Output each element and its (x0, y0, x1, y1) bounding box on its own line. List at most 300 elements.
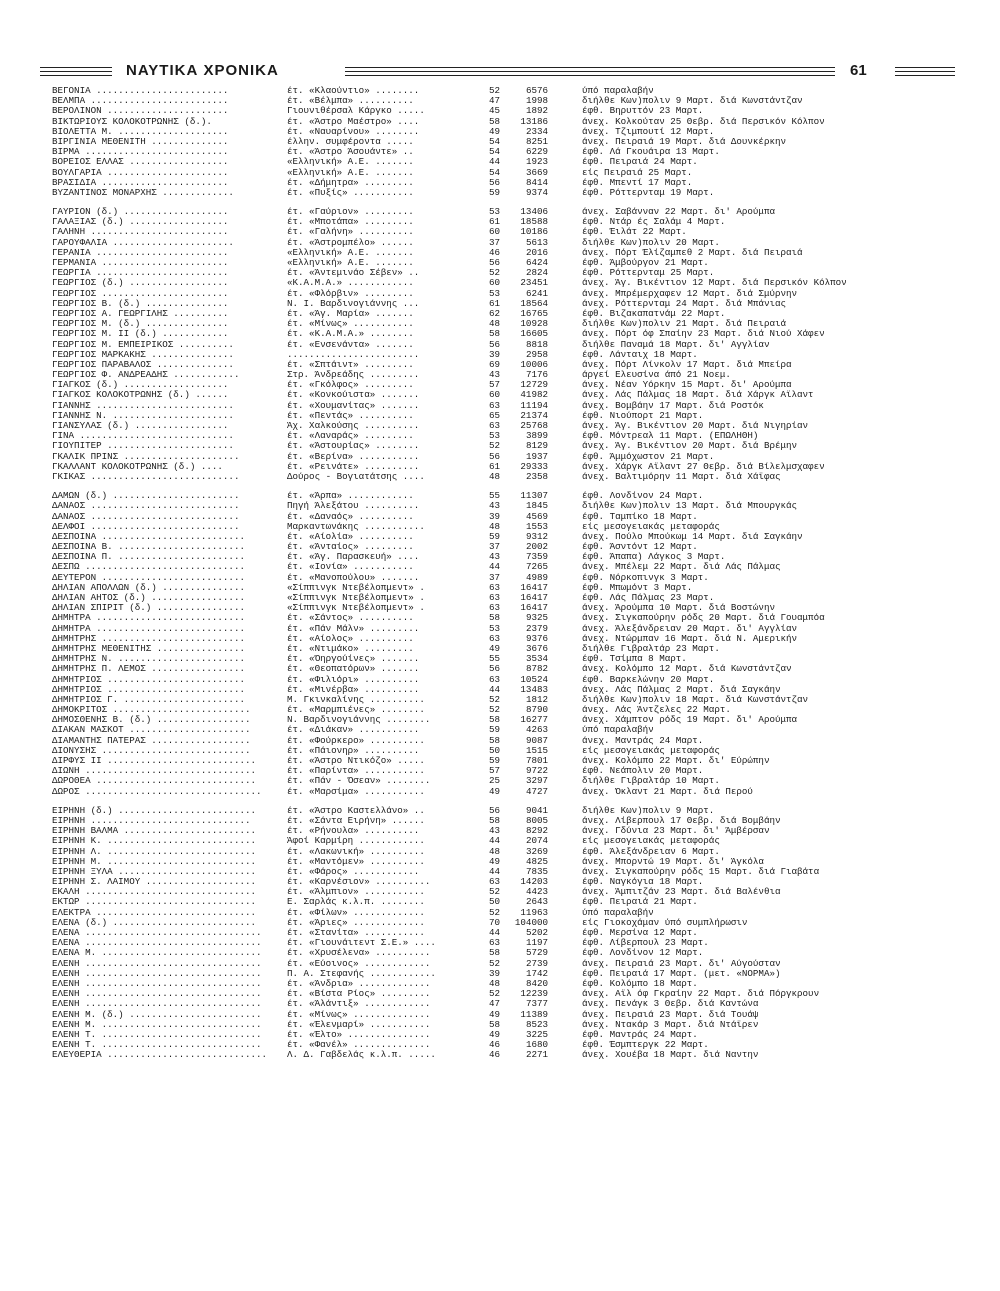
voyage-status: ύπό παραλαβήν (582, 725, 654, 736)
ship-letter-group (52, 86, 952, 198)
registered-owner: έτ. «Ρήνουλα» .......... (287, 826, 420, 837)
voyage-status: έφθ. Λάς Πάλμας 23 Μαρτ. (582, 593, 715, 603)
voyage-status: άνεχ. Άγ. Βικέντιον 20 Μαρτ. διά Βρέμην (582, 441, 798, 452)
ship-name: ΕΛΕΝΗ ................................ (52, 968, 262, 979)
ship-name: ΔΕΥΤΕΡΟΝ .......................... (52, 572, 245, 583)
ship-name: ΕΙΡΗΝΗ Κ. ........................... (52, 836, 256, 847)
gross-tonnage: 1812 (525, 694, 548, 705)
gross-tonnage: 6424 (525, 258, 548, 268)
ship-row (52, 593, 952, 603)
gross-tonnage: 8251 (525, 136, 548, 147)
build-year: 58 (488, 715, 500, 726)
ship-name: ΔΙΩΝΗ ............................... (52, 766, 256, 777)
build-year: 58 (488, 735, 500, 746)
ship-name: ΔΗΛΙΑΝ ΑΗΤΟΣ (δ.) ................. (52, 593, 245, 603)
build-year: 49 (488, 856, 500, 867)
ship-row (52, 897, 952, 907)
ship-name: ΓΕΩΡΓΙΟΣ Α. ΓΕΩΡΓΙΛΗΣ .......... (52, 308, 229, 319)
build-year: 53 (488, 431, 500, 442)
gross-tonnage: 3676 (525, 643, 548, 654)
voyage-status: άνεχ. Ντώρμπαν 16 Μαρτ. διά Ν. Αμερικήν (582, 633, 798, 644)
voyage-status: άνεχ. Μπορντώ 19 Μαρτ. δι' Άγκόλα (582, 856, 764, 867)
registered-owner: «Κ.Α.Μ.Α.» ............ (287, 278, 414, 289)
build-year: 50 (488, 897, 500, 908)
build-year: 46 (488, 1050, 500, 1061)
registered-owner: έτ. «Άστουρίας» ........ (287, 441, 420, 452)
gross-tonnage: 9376 (525, 633, 548, 644)
registered-owner: Άφοί Καρμίρη ............ (287, 836, 425, 847)
ship-name: ΔΑΝΑΟΣ ........................... (52, 511, 240, 522)
gross-tonnage: 11194 (520, 400, 548, 411)
ship-row (52, 806, 952, 816)
voyage-status: άνεχ. Πόρτ Λίνκολν 17 Μαρτ. διά Μπείρα (582, 359, 792, 370)
voyage-status: έφθ. Λά Γκουάιρα 13 Μαρτ. (582, 147, 720, 158)
ship-row (52, 746, 952, 756)
registered-owner: έτ. «Πεντάς» .......... (287, 410, 414, 421)
voyage-status: άνεχ. Γδύνια 23 Μαρτ. δι' Άμβέρσαν (582, 826, 770, 837)
ship-row (52, 472, 952, 482)
registered-owner: έτ. «Άριες» ............. (287, 917, 425, 928)
build-year: 63 (488, 582, 500, 593)
ship-row (52, 117, 952, 127)
ship-name: ΓΙΑΝΣΥΛΑΣ (δ.) ................. (52, 421, 229, 431)
voyage-status: άνεχ. Λάς Πάλμας 18 Μαρτ. διά Χάργκ Αϊλαντ (582, 390, 814, 401)
ship-name: ΓΕΩΡΓΙΟΣ ....................... (52, 288, 229, 299)
ship-row (52, 350, 952, 360)
build-year: 58 (488, 815, 500, 826)
voyage-status: έφθ. Βιζακαπατνάμ 22 Μαρτ. (582, 308, 726, 319)
ship-name: ΒΟΡΕΙΟΣ ΕΛΛΑΣ .................. (52, 157, 229, 168)
gross-tonnage: 13186 (520, 116, 548, 127)
ship-row (52, 401, 952, 411)
ship-name: ΕΙΡΗΝΗ ΒΑΛΜΑ ........................ (52, 826, 256, 837)
gross-tonnage: 2643 (525, 897, 548, 908)
build-year: 49 (488, 1009, 500, 1020)
build-year: 58 (488, 1019, 500, 1030)
voyage-status: έφθ. Μπεντί 17 Μαρτ. (582, 177, 693, 188)
ship-row (52, 562, 952, 572)
ship-name: ΕΚΑΛΗ ............................... (52, 887, 256, 898)
gross-tonnage: 41982 (520, 390, 548, 401)
gross-tonnage: 29333 (520, 461, 548, 472)
ship-row (52, 715, 952, 725)
voyage-status: άνεχ. Αϊλ όφ Γκραίην 22 Μαρτ. διά Πόργκρουν (582, 989, 820, 1000)
ship-row (52, 1050, 952, 1060)
ship-row (52, 705, 952, 715)
ship-name: ΓΕΩΡΓΙΟΣ (δ.) .................. (52, 278, 229, 289)
ship-name: ΓΕΡΑΝΙΑ ........................ (52, 247, 229, 258)
ship-name: ΕΛΕΝΑ ................................ (52, 938, 262, 949)
voyage-status: διήλθε Κων)πολιν 18 Μαρτ. διά Κωνστάντζαν (582, 694, 809, 705)
gross-tonnage: 1197 (525, 938, 548, 949)
ship-row (52, 188, 952, 198)
gross-tonnage: 8414 (525, 177, 548, 188)
ship-row (52, 857, 952, 867)
ship-name: ΒΙΟΛΕΤΤΑ Μ. .................... (52, 126, 229, 137)
gross-tonnage: 1892 (525, 106, 548, 117)
gross-tonnage: 2958 (525, 349, 548, 360)
ship-row (52, 989, 952, 999)
voyage-status: έφθ. Κολόμπο 18 Μαρτ. (582, 978, 698, 989)
ship-name: ΓΑΛΑΞΙΑΣ (δ.) .................. (52, 217, 229, 228)
gross-tonnage: 5729 (525, 948, 548, 959)
voyage-status: άνεχ. Σαβάνναν 22 Μαρτ. δι' Αρούμπα (582, 207, 775, 218)
registered-owner: έτ. «Σπτάιντ» ......... (287, 359, 414, 370)
registered-owner: έτ. «Άλμπιον» ........... (287, 887, 425, 898)
registered-owner: έτ. «Άστρο Ντικόζο» ..... (287, 756, 425, 766)
gross-tonnage: 7176 (525, 370, 548, 381)
voyage-status: άνεχ. Λάς Άντζελες 22 Μαρτ. (582, 705, 731, 716)
ship-row (52, 137, 952, 147)
voyage-status: έφθ. Βηρυττόν 23 Μαρτ. (582, 106, 704, 117)
ship-row (52, 248, 952, 258)
gross-tonnage: 8420 (525, 978, 548, 989)
gross-tonnage: 9374 (525, 187, 548, 198)
ship-name: ΓΙΑΓΚΟΣ ΚΟΛΟΚΟΤΡΩΝΗΣ (δ.) ...... (52, 390, 229, 401)
voyage-status: άνεχ. Χάμπτον ρόδς 19 Μαρτ. δι' Αρούμπα (582, 715, 798, 726)
voyage-status: άνεχ. Βομβάην 17 Μαρτ. διά Ροστόκ (582, 400, 764, 411)
gross-tonnage: 10186 (520, 227, 548, 238)
build-year: 39 (488, 968, 500, 979)
voyage-status: άνεχ. Τζιμπουτί 12 Μαρτ. (582, 126, 715, 137)
ship-row (52, 106, 952, 116)
registered-owner: έτ. «Άστρο Μαέστρο» .... (287, 116, 420, 127)
registered-owner: έτ. «Κ.Α.Μ.Α.» ........ (287, 329, 414, 340)
ship-row (52, 532, 952, 542)
ship-row (52, 634, 952, 644)
build-year: 61 (488, 298, 500, 309)
voyage-status: άνεχ. Πόρτ Έλίζαμπεθ 2 Μαρτ. διά Πειραιά (582, 247, 803, 258)
build-year: 43 (488, 826, 500, 837)
registered-owner: έτ. «Γιουνάιτεντ Σ.Ε.» .... (287, 938, 436, 949)
voyage-status: έφθ. Λάνταιχ 18 Μαρτ. (582, 349, 698, 360)
ship-name: ΕΙΡΗΝΗ ΞΥΛΑ ......................... (52, 866, 256, 877)
registered-owner: έτ. «Βέλμπα» .......... (287, 96, 414, 107)
gross-tonnage: 1742 (525, 968, 548, 979)
registered-owner: έτ. «Καρνέσιον» .......... (287, 877, 431, 888)
voyage-status: είς Γιοκοχάμαν ύπό συμπλήρωσιν (582, 917, 748, 928)
ship-name: ΓΚΙΚΑΣ ........................... (52, 471, 240, 482)
journal-title: ΝΑΥΤΙΚΑ ΧΡΟΝΙΚΑ (120, 62, 285, 79)
gross-tonnage: 2358 (525, 471, 548, 482)
ship-row (52, 370, 952, 380)
voyage-status: άνεχ. Κολόμπο 12 Μαρτ. διά Κωνστάντζαν (582, 664, 792, 675)
voyage-status: έφθ. Άλεξάνδρειαν 6 Μαρτ. (582, 846, 720, 857)
voyage-status: άνεχ. Άμπιτζάν 23 Μαρτ. διά Βαλένθια (582, 887, 781, 898)
voyage-status: άργεί Ελευσίνα άπό 21 Νοεμ. (582, 370, 731, 381)
gross-tonnage: 13483 (520, 684, 548, 695)
build-year: 59 (488, 725, 500, 736)
build-year: 61 (488, 461, 500, 472)
registered-owner: έτ. «Γαύριον» ......... (287, 207, 414, 218)
registered-owner: έτ. «Φλόρβιν» ......... (287, 288, 414, 299)
ship-name: ΒΙΡΓΙΝΙΑ ΜΕΘΕΝΙΤΗ .............. (52, 136, 229, 147)
build-year: 37 (488, 542, 500, 553)
ship-row (52, 319, 952, 329)
ship-row (52, 1020, 952, 1030)
header-rule (895, 75, 955, 76)
registered-owner: Μ. Γκινκαλίνης .......... (287, 694, 425, 705)
ship-row (52, 999, 952, 1009)
header-rule (345, 75, 835, 76)
gross-tonnage: 4263 (525, 725, 548, 736)
registered-owner: έτ. «Άστρο Άσουάντε» .. (287, 147, 414, 158)
ship-row (52, 1030, 952, 1040)
registered-owner: Ν. Ι. Βαρδινογιάννης ... (287, 298, 420, 309)
gross-tonnage: 9041 (525, 805, 548, 816)
voyage-status: έφθ. Ντάρ ές Σαλάμ 4 Μαρτ. (582, 217, 726, 228)
ship-name: ΔΑΜΩΝ (δ.) ....................... (52, 491, 240, 502)
registered-owner: έτ. «Άνδρια» ............. (287, 978, 431, 989)
header-rule (895, 71, 955, 72)
ship-name: ΔΗΜΟΚΡΙΤΟΣ ......................... (52, 705, 251, 716)
registered-owner: έλλην. συμφέροντα ..... (287, 136, 414, 147)
gross-tonnage: 2334 (525, 126, 548, 137)
build-year: 63 (488, 938, 500, 949)
voyage-status: άνεχ. Πούλο Μπούκωμ 14 Μαρτ. διά Σαγκάην (582, 531, 803, 542)
build-year: 63 (488, 633, 500, 644)
build-year: 49 (488, 643, 500, 654)
voyage-status: έφθ. Νόρκοπινγκ 3 Μαρτ. (582, 572, 709, 583)
registered-owner: έτ. «Άντεμινάο Σέβεν» .. (287, 268, 420, 279)
build-year: 70 (488, 917, 500, 928)
voyage-status: άνεχ. Πειραιά 19 Μαρτ. διά Δουνκέρκην (582, 136, 786, 147)
gross-tonnage: 9722 (525, 766, 548, 777)
voyage-status: ύπό παραλαβήν (582, 907, 654, 918)
ship-name: ΔΙΟΝΥΣΗΣ ........................... (52, 745, 251, 756)
ship-name: ΕΛΕΝΑ Μ. ............................. (52, 948, 262, 959)
ship-row (52, 147, 952, 157)
build-year: 49 (488, 126, 500, 137)
header-rule (40, 67, 112, 68)
gross-tonnage: 3297 (525, 776, 548, 787)
voyage-status: έφθ. Μπωμόντ 3 Μαρτ. (582, 582, 693, 593)
ship-row (52, 776, 952, 786)
registered-owner: «Ελληνική» Α.Ε. ....... (287, 157, 414, 168)
ship-row (52, 836, 952, 846)
ship-letter-group (52, 207, 952, 482)
ship-row (52, 908, 952, 918)
voyage-status: άνεχ. Λίβερπουλ 17 Θεβρ. διά Βομβάην (582, 815, 781, 826)
gross-tonnage: 10928 (520, 319, 548, 330)
ship-name: ΔΗΜΗΤΡΗΣ Π. ΛΕΜΟΣ ................. (52, 664, 245, 675)
registered-owner: «Ελληνική» Α.Ε. ....... (287, 247, 414, 258)
ship-name: ΒΟΥΛΓΑΡΙΑ ...................... (52, 167, 229, 178)
registered-owner: έτ. «Γκόλφος» ......... (287, 380, 414, 391)
registered-owner: έτ. «Φίλων» ............. (287, 907, 425, 918)
gross-tonnage: 21374 (520, 410, 548, 421)
build-year: 56 (488, 177, 500, 188)
registered-owner: έτ. «Άνταίος» ......... (287, 542, 414, 553)
voyage-status: είς μεσογειακάς μεταφοράς (582, 745, 720, 756)
gross-tonnage: 9087 (525, 735, 548, 746)
gross-tonnage: 3534 (525, 654, 548, 665)
build-year: 52 (488, 268, 500, 279)
gross-tonnage: 8129 (525, 441, 548, 452)
gross-tonnage: 12729 (520, 380, 548, 391)
ship-row (52, 847, 952, 857)
registered-owner: έτ. «Σάντα Ειρήνη» ...... (287, 815, 425, 826)
registered-owner: Μαρκαντωνάκης ........... (287, 521, 425, 532)
build-year: 48 (488, 319, 500, 330)
gross-tonnage: 2016 (525, 247, 548, 258)
ship-name: ΔΗΜΗΤΡΑ ........................... (52, 623, 245, 634)
gross-tonnage: 14203 (520, 877, 548, 888)
build-year: 58 (488, 948, 500, 959)
ship-name: ΒΙΚΤΩΡΙΟΥΣ ΚΟΛΟΚΟΤΡΩΝΗΣ (δ.). (52, 116, 212, 127)
registered-owner: έτ. «Αίολος» .......... (287, 633, 414, 644)
ship-name: ΒΕΡΟΛΙΝΟΝ ...................... (52, 106, 229, 117)
gross-tonnage: 2074 (525, 836, 548, 847)
gross-tonnage: 16417 (520, 593, 548, 603)
build-year: 47 (488, 96, 500, 107)
ship-name: ΕΛΕΝΗ Μ. ............................. (52, 1019, 262, 1030)
ship-name: ΕΙΡΗΝΗ ............................. (52, 815, 251, 826)
registered-owner: έτ. «Μαρμπιένες» ........ (287, 705, 425, 716)
ship-row (52, 877, 952, 887)
registered-owner: έτ. «Γαλήνη» .......... (287, 227, 414, 238)
registered-owner: έτ. «Βερίνα» ........... (287, 451, 420, 462)
build-year: 58 (488, 329, 500, 340)
build-year: 50 (488, 745, 500, 756)
ship-name: ΕΛΕΝΗ Τ. ............................. (52, 1040, 262, 1051)
gross-tonnage: 16417 (520, 603, 548, 614)
ship-row (52, 603, 952, 613)
voyage-status: άνεχ. Ντακάρ 3 Μαρτ. διά Ντάϊρεν (582, 1019, 759, 1030)
build-year: 25 (488, 776, 500, 787)
build-year: 56 (488, 258, 500, 268)
header-rule (40, 71, 112, 72)
registered-owner: έτ. «Φανέλ» .............. (287, 1040, 431, 1051)
ship-row (52, 826, 952, 836)
ship-name: ΕΛΕΝΗ Μ. (δ.) ........................ (52, 1009, 262, 1020)
ship-name: ΒΕΓΟΝΙΑ ........................ (52, 86, 229, 96)
ship-name: ΓΑΡΟΥΦΑΛΙΑ ...................... (52, 237, 234, 248)
gross-tonnage: 18588 (520, 217, 548, 228)
registered-owner: Άχ. Χαλκούσης .......... (287, 421, 420, 431)
ship-row (52, 624, 952, 634)
voyage-status: έφθ. Λονδίνον 12 Μαρτ. (582, 948, 704, 959)
ship-name: ΔΗΜΗΤΡΗΣ ΜΕΘΕΝΙΤΗΣ ................ (52, 643, 245, 654)
ship-name: ΒΕΛΜΠΑ ......................... (52, 96, 229, 107)
ship-movements-list (52, 86, 952, 1069)
build-year: 56 (488, 451, 500, 462)
gross-tonnage: 6241 (525, 288, 548, 299)
build-year: 46 (488, 247, 500, 258)
gross-tonnage: 6576 (525, 86, 548, 96)
voyage-status: άνεχ. Μπέλεμ 22 Μαρτ. διά Λάς Πάλμας (582, 562, 781, 573)
ship-row (52, 411, 952, 421)
voyage-status: άνεχ. Κολόμπο 22 Μαρτ. δι' Εύρώπην (582, 756, 770, 766)
ship-name: ΓΕΩΡΓΙΟΣ Μ. ΕΜΠΕΙΡΙΚΟΣ .......... (52, 339, 234, 350)
registered-owner: έτ. «Μαρσίμα» ........... (287, 786, 425, 797)
gross-tonnage: 4569 (525, 511, 548, 522)
registered-owner: έτ. «Άστρο Καστελλάνο» .. (287, 805, 425, 816)
ship-name: ΓΙΝΑ ............................ (52, 431, 234, 442)
build-year: 49 (488, 1029, 500, 1040)
build-year: 55 (488, 654, 500, 665)
voyage-status: διήλθε Κων)πολιν 21 Μαρτ. διά Πειραιά (582, 319, 786, 330)
gross-tonnage: 104000 (514, 917, 548, 928)
build-year: 63 (488, 603, 500, 614)
ship-name: ΓΕΩΡΓΙΟΣ Μ. ΙΙ (δ.) ............ (52, 329, 229, 340)
build-year: 43 (488, 501, 500, 512)
ship-name: ΔΙΑΜΑΝΤΗΣ ΠΑΤΕΡΑΣ .................. (52, 735, 251, 746)
voyage-status: άνεχ. Άγ. Βικέντιον 12 Μαρτ. διά Περσικόν Κόλπον (582, 278, 847, 289)
build-year: 52 (488, 86, 500, 96)
ship-row (52, 462, 952, 472)
build-year: 52 (488, 887, 500, 898)
ship-name: ΔΕΛΦΟΙ ........................... (52, 521, 240, 532)
gross-tonnage: 18564 (520, 298, 548, 309)
build-year: 57 (488, 380, 500, 391)
ship-row (52, 675, 952, 685)
voyage-status: έφθ. Άσντόντ 12 Μαρτ. (582, 542, 698, 553)
ship-name: ΓΕΩΡΓΙΟΣ ΜΑΡΚΑΚΗΣ ............... (52, 349, 234, 360)
voyage-status: άνεχ. Πειραιά 23 Μαρτ. διά Τουάψ (582, 1009, 759, 1020)
ship-name: ΔΩΡΟΘΕΑ ............................. (52, 776, 256, 787)
ship-row (52, 299, 952, 309)
registered-owner: έτ. «Πυξίς» ........... (287, 187, 414, 198)
ship-row (52, 948, 952, 958)
ship-name: ΒΡΑΣΙΔΙΑ ....................... (52, 177, 229, 188)
ship-name: ΓΙΟΥΠΙΤΕΡ ....................... (52, 441, 234, 452)
ship-name: ΕΚΤΩΡ ............................... (52, 897, 256, 908)
ship-row (52, 168, 952, 178)
ship-row (52, 268, 952, 278)
ship-row (52, 1010, 952, 1020)
ship-row (52, 258, 952, 268)
voyage-status: άνεχ. Χουέβα 18 Μαρτ. διά Ναντην (582, 1050, 759, 1061)
registered-owner: έτ. «Πάιονηρ» .......... (287, 745, 420, 756)
ship-name: ΕΙΡΗΝΗ Μ. ........................... (52, 856, 256, 867)
gross-tonnage: 3899 (525, 431, 548, 442)
ship-name: ΔΕΣΠΩ ............................. (52, 562, 245, 573)
header-rule (895, 67, 955, 68)
build-year: 53 (488, 623, 500, 634)
registered-owner: Λ. Δ. Γαβδελάς κ.λ.π. ..... (287, 1050, 436, 1061)
voyage-status: έφθ. Μερσίνα 12 Μαρτ. (582, 928, 698, 938)
voyage-status: έφθ. Μαντράς 24 Μαρτ. (582, 1029, 698, 1040)
gross-tonnage: 16605 (520, 329, 548, 340)
ship-row (52, 217, 952, 227)
registered-owner: έτ. «Έλτο» ............... (287, 1029, 431, 1040)
build-year: 56 (488, 339, 500, 350)
ship-row (52, 685, 952, 695)
voyage-status: άνεχ. Άρούμπα 10 Μαρτ. διά Βοστώνην (582, 603, 775, 614)
registered-owner: έτ. «Ιονία» ........... (287, 562, 414, 573)
registered-owner: «Ελληνική» Α.Ε. ....... (287, 167, 414, 178)
ship-row (52, 613, 952, 623)
gross-tonnage: 2271 (525, 1050, 548, 1061)
build-year: 56 (488, 664, 500, 675)
ship-name: ΓΕΡΜΑΝΙΑ ....................... (52, 258, 229, 268)
registered-owner: έτ. «Πάν Μάλν» ......... (287, 623, 420, 634)
gross-tonnage: 16417 (520, 582, 548, 593)
voyage-status: έφθ. Νεάπολιν 20 Μαρτ. (582, 766, 704, 777)
build-year: 44 (488, 562, 500, 573)
ship-name: ΓΑΥΡΙΟΝ (δ.) ................... (52, 207, 229, 218)
ship-name: ΓΕΩΡΓΙΟΣ ΠΑΡΑΒΑΛΟΣ .............. (52, 359, 234, 370)
voyage-status: ύπό παραλαβήν (582, 86, 654, 96)
voyage-status: άνεχ. Λάς Πάλμας 2 Μαρτ. διά Σαγκάην (582, 684, 781, 695)
registered-owner: έτ. «Θεοπατόρων» ....... (287, 664, 420, 675)
voyage-status: άνεχ. Όκλαντ 21 Μαρτ. διά Περού (582, 786, 753, 797)
voyage-status: έφθ. Πειραιά 24 Μαρτ. (582, 157, 698, 168)
voyage-status: άνεχ. Πειραιά 23 Μαρτ. δι' Αύγούσταν (582, 958, 781, 969)
ship-row (52, 360, 952, 370)
gross-tonnage: 11963 (520, 907, 548, 918)
